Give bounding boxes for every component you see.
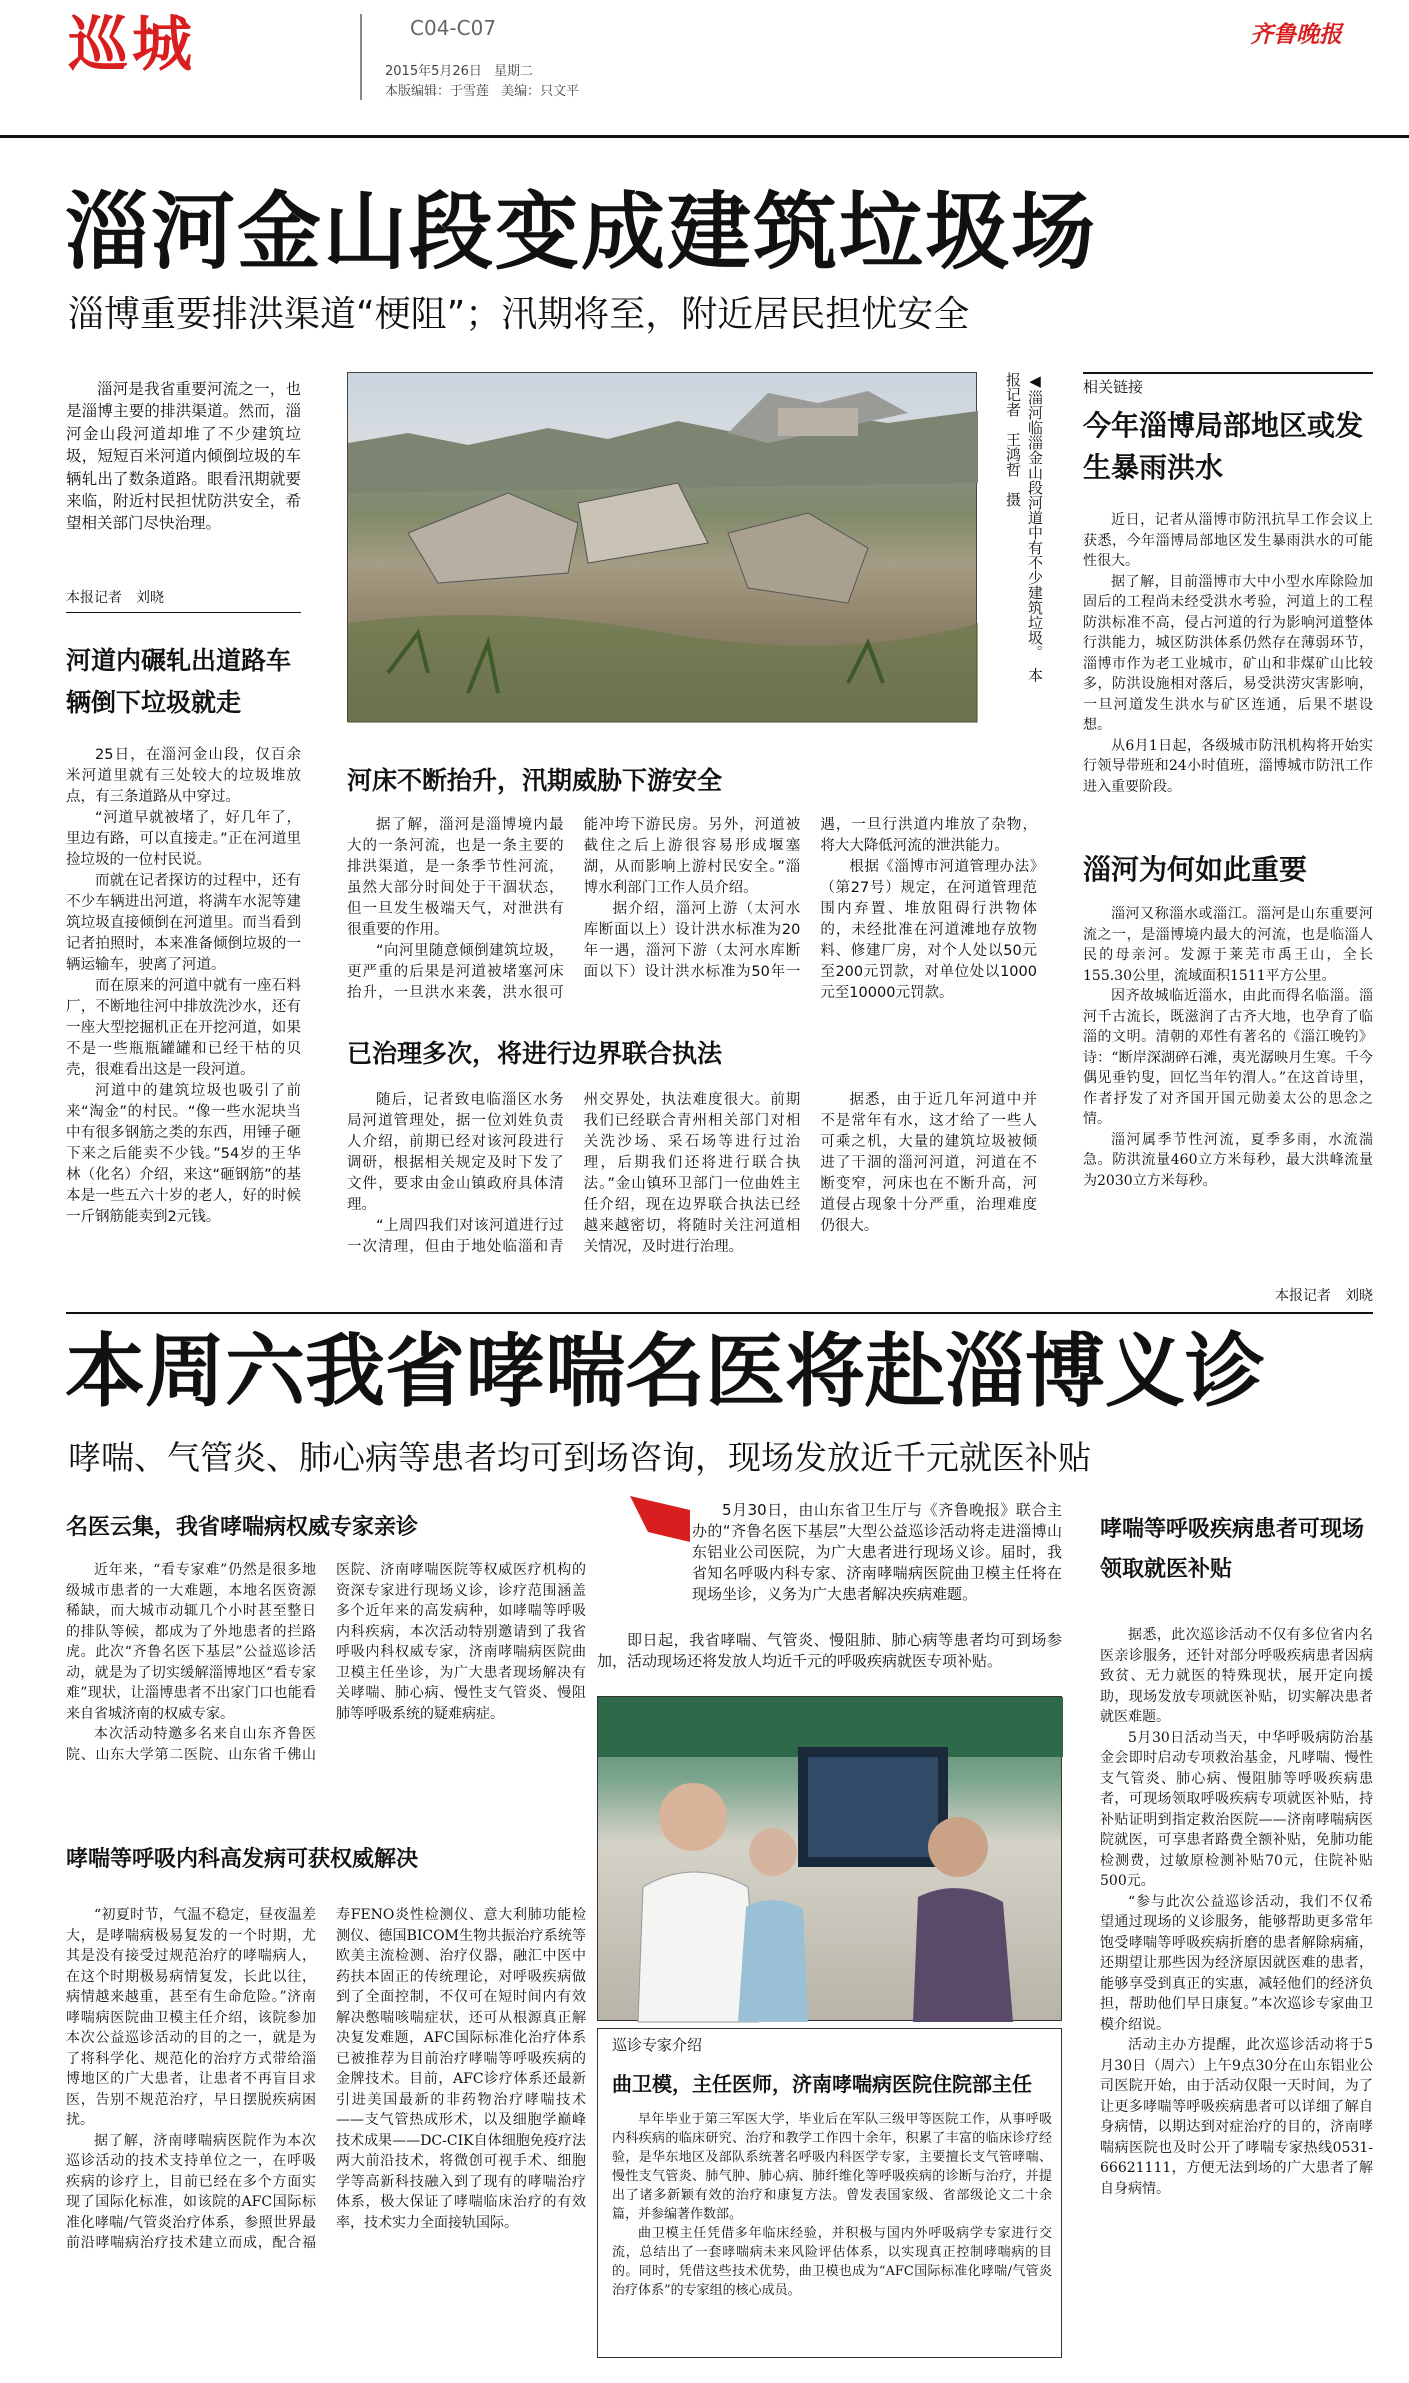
issue-date: 2015年5月26日 bbox=[385, 64, 482, 79]
expert-body: 早年毕业于第三军医大学，毕业后在军队三级甲等医院工作，从事呼吸内科疾病的临床研究、治疗和教学工作四十余年，积累了丰富的临床诊疗经验，是华东地区及部队系统著名呼吸内科医学专家，主要擅长支气管哮喘、慢性支气管炎、肺气肿、肺心病、肺纤维化等呼吸疾病的诊断与治疗，并提出了诸多新颖有效的治疗和康复方法。曾发表国家级、省部级论文二十余篇，并参编著作数部。 曲卫模主任凭借多年临床经验，并积极与国内外呼吸病学专家进行交流，总结出了一套哮喘病未来风险评估体系，以实现真正控制哮喘病的目的。同时，凭借这些技术优势，曲卫模也成为“AFC国际标准化哮喘/气管炎治疗体系”的专家组的核心成员。 bbox=[612, 2112, 1052, 2298]
expert-label: 巡诊专家介绍 bbox=[612, 2036, 703, 2054]
clinic-photo bbox=[597, 1696, 1062, 2021]
issue-weekday: 星期二 bbox=[494, 64, 534, 79]
story2-headline: 本周六我省哮喘名医将赴淄博义诊 bbox=[65, 1325, 1265, 1418]
story1-section2-title: 河床不断抬升，汛期威胁下游安全 bbox=[347, 766, 723, 795]
designer-credit: 美编：只文平 bbox=[501, 84, 580, 99]
story1-section1-body: 25日，在淄河金山段，仅百余米河道里就有三处较大的垃圾堆放点，有三条道路从中穿过。 “河道早就被堵了，好几年了，里边有路，可以直接走。”正在河道里捡垃圾的一位村民说。 而就在记者探访的过程中，还有不少车辆进出河道，将满车水泥等建筑垃圾直接倾倒在河道里。而当看到记者拍照时，本来准备倾倒垃圾的一辆运输车，驶离了河道。 而在原来的河道中就有一座石料厂，不断地往河中排放洗沙水，还有一座大型挖掘机正在开挖河道，如果不是一些瓶瓶罐罐和已经干枯的贝壳，很难看出这是一段河道。 河道中的建筑垃圾也吸引了前来“淘金”的村民。“像一些水泥块当中有很多钢筋之类的东西，用锤子砸下来之后能卖不少钱。”54岁的王华林（化名）介绍，来这“砸钢筋”的基本是一些五六十岁的老人，好的时候一斤钢筋能卖到2元钱。 bbox=[66, 747, 301, 1225]
sidebar1-body: 近日，记者从淄博市防汛抗旱工作会议上获悉，今年淄博局部地区发生暴雨洪水的可能性很大。 据了解，目前淄博市大中小型水库除险加固后的工程尚未经受洪水考验，河道上的工程防洪标准不高，侵占河道的行为影响河道整体行洪能力，城区防洪体系仍然存在薄弱环节，淄博市作为老工业城市，矿山和非煤矿山比较多，防洪设施相对落后，易受洪涝灾害影响，一旦河道发生洪水与矿区连通，后果不堪设想。 从6月1日起，各级城市防汛机构将开始实行领导带班和24小时值班，淄博城市防汛工作进入重要阶段。 bbox=[1083, 512, 1373, 795]
story1-section3-title: 已治理多次，将进行边界联合执法 bbox=[347, 1039, 723, 1068]
expert-title: 曲卫模，主任医师，济南哮喘病医院住院部主任 bbox=[612, 2072, 1032, 2096]
story1-section2-body: 据了解，淄河是淄博境内最大的一条河流，也是一条主要的排洪渠道，是一条季节性河流，虽然大部分时间处于干涸状态，但一旦发生极端天气，对泄洪有很重要的作用。 “向河里随意倾倒建筑垃圾，更严重的后果是河道被堵塞河床抬升，一旦洪水来袭，洪水很可能冲垮下游民房。另外，河道被截住之后上游很容易形成堰塞湖，从而影响上游村民安全。”淄博水利部门工作人员介绍。 据介绍，淄河上游（太河水库断面以上）设计洪水标准为20年一遇，淄河下游（太河水库断面以下）设计洪水标准为50年一遇，一旦行洪道内堆放了杂物，将大大降低河流的泄洪能力。 根据《淄博市河道管理办法》（第27号）规定，在河道管理范围内弃置、堆放阻碍行洪物体的，未经批准在河道滩地存放物料、修建厂房，对个人处以50元至200元罚款，对单位处以1000元至10000元罚款。 bbox=[347, 817, 1037, 1001]
photo-illustration bbox=[598, 1697, 1063, 2022]
section-title: 巡城 bbox=[68, 10, 196, 80]
editor-credit: 本版编辑：于雪莲 bbox=[385, 84, 490, 99]
sidebar2-title: 淄河为何如此重要 bbox=[1083, 853, 1308, 886]
newspaper-logo: 齐鲁晚报 bbox=[1250, 21, 1342, 48]
sidebar1-title: 今年淄博局部地区或发生暴雨洪水 bbox=[1083, 409, 1364, 484]
story2-sectionB-body: “初夏时节，气温不稳定，昼夜温差大，是哮喘病极易复发的一个时期，尤其是没有接受过规范治疗的哮喘病人，在这个时期极易病情复发，长此以往，病情越来越重，甚至有生命危险。”济南哮喘病医院曲卫模主任介绍，该院参加本次公益巡诊活动的目的之一，就是为了将科学化、规范化的治疗方式带给淄博地区的广大患者，让患者不再盲目求医，告别不规范治疗，早日摆脱疾病困扰。 据了解，济南哮喘病医院作为本次巡诊活动的技术支持单位之一，在呼吸疾病的诊疗上，目前已经在多个方面实现了国际化标准，如该院的AFC国际标准化哮喘/气管炎治疗体系，参照世界最前沿哮喘病治疗技术建立而成，配合福寿FENO炎性检测仪、意大利肺功能检测仪、德国BICOM生物共振治疗系统等欧美主流检测、治疗仪器，融汇中医中药扶本固正的传统理论，对呼吸疾病做到了全面控制，不仅可在短时间内有效解决憋喘咳喘症状，还可从根源真正解决复发难题，AFC国际标准化治疗体系已被推荐为目前治疗哮喘等呼吸疾病的金牌技术。目前，AFC诊疗体系还最新引进美国最新的非药物治疗哮喘技术——支气管热成形术，以及细胞学巅峰技术成果——DC-CIK自体细胞免疫疗法两大前沿技术，将微创可视手术、细胞学等高新科技融入到了现有的哮喘治疗体系，极大保证了哮喘临床治疗的有效率，技术实力全面接轨国际。 bbox=[66, 1907, 586, 2251]
riverbed-photo bbox=[347, 372, 977, 722]
story1-headline: 淄河金山段变成建筑垃圾场 bbox=[65, 183, 1098, 281]
story1-section1-title: 河道内碾轧出道路车辆倒下垃圾就走 bbox=[66, 646, 292, 717]
related-label: 相关链接 bbox=[1083, 378, 1144, 396]
story2-sectionD-title: 哮喘等呼吸疾病患者可现场领取就医补贴 bbox=[1100, 1517, 1365, 1582]
story2-sectionB-title: 哮喘等呼吸内科高发病可获权威解决 bbox=[66, 1847, 419, 1872]
story2-sectionA-body: 近年来，“看专家难”仍然是很多地级城市患者的一大难题，本地名医资源稀缺，而大城市动辄几个小时甚至整日的排队等候，都成为了外地患者的拦路虎。此次“齐鲁名医下基层”公益巡诊活动，就是为了切实缓解淄博地区“看专家难”现状，让淄博患者不出家门口也能看来自省城济南的权威专家。 本次活动特邀多名来自山东齐鲁医院、山东大学第二医院、山东省千佛山医院、济南哮喘医院等权威医疗机构的资深专家进行现场义诊，诊疗范围涵盖多个近年来的高发病种，如哮喘等呼吸内科疾病，本次活动特别邀请到了我省呼吸内科权威专家，济南哮喘病医院曲卫模主任坐诊，为广大患者现场解决有关哮喘、肺心病、慢性支气管炎、慢阻肺等呼吸系统的疑难病症。 bbox=[66, 1562, 586, 1763]
photo-illustration bbox=[348, 373, 978, 723]
story1-subhead: 淄博重要排洪渠道“梗阻”；汛期将至，附近居民担忧安全 bbox=[68, 294, 970, 335]
story1-byline: 本报记者 刘晓 bbox=[66, 590, 164, 606]
story1-lead: 淄河是我省重要河流之一，也是淄博主要的排洪渠道。然而，淄河金山段河道却堆了不少建筑垃圾，短短百米河道内倾倒垃圾的车辆轧出了数条道路。眼看汛期就要来临，附近村民担忧防洪安全，希望相关部门尽快治理。 bbox=[66, 380, 301, 533]
story2-sectionA-title: 名医云集，我省哮喘病权威专家亲诊 bbox=[66, 1515, 419, 1540]
sidebar2-byline: 本报记者 刘晓 bbox=[1275, 1288, 1373, 1304]
story2-sectionC-lead: 5月30日，由山东省卫生厅与《齐鲁晚报》联合主办的“齐鲁名医下基层”大型公益巡诊活动将走进淄博山东铝业公司医院，为广大患者进行现场义诊。届时，我省知名呼吸内科专家、济南哮喘病医院曲卫模主任将在现场坐诊，义务为广大患者解决疾病难题。 bbox=[692, 1501, 1062, 1603]
story2-sectionC-lead2: 即日起，我省哮喘、气管炎、慢阻肺、肺心病等患者均可到场参加，活动现场还将发放人均近千元的呼吸疾病就医专项补贴。 bbox=[597, 1631, 1062, 1670]
photo-caption: ◀淄河临淄金山段河道中有不少建筑垃圾。 本报记者 王鸿哲 摄 bbox=[1004, 372, 1044, 683]
story2-sectionD-body: 据悉，此次巡诊活动不仅有多位省内名医亲诊服务，还针对部分呼吸疾病患者因病致贫、无力就医的特殊现状，展开定向援助，现场发放专项就医补贴，切实解决患者就医难题。 5月30日活动当天，中华呼吸病防治基金会即时启动专项救治基金，凡哮喘、慢性支气管炎、肺心病、慢阻肺等呼吸疾病患者，可现场领取呼吸疾病专项就医补贴，持补贴证明到指定救治医院——济南哮喘病医院就医，可享患者路费全额补贴，免肺功能检测费，过敏原检测补贴70元，住院补贴500元。 “参与此次公益巡诊活动，我们不仅希望通过现场的义诊服务，能够帮助更多常年饱受哮喘等呼吸疾病折磨的患者解除病痛，还期望让那些因为经济原因就医难的患者，能够享受到真正的实惠，减轻他们的经济负担，帮助他们早日康复。”本次巡诊专家曲卫模介绍说。 活动主办方提醒，此次巡诊活动将于5月30日（周六）上午9点30分在山东铝业公司医院开始，由于活动仅限一天时间，为了让更多哮喘等呼吸疾病患者可以详细了解自身病情，以期达到对症治疗的目的，济南哮喘病医院也及时公开了哮喘专家热线0531-66621111，方便无法到场的广大患者了解自身病情。 bbox=[1100, 1627, 1373, 2197]
story2-subhead: 哮喘、气管炎、肺心病等患者均可到场咨询，现场发放近千元就医补贴 bbox=[68, 1438, 1091, 1477]
page-range: C04-C07 bbox=[410, 16, 497, 40]
sidebar2-body: 淄河又称淄水或淄江。淄河是山东重要河流之一，是淄博境内最大的河流，也是临淄人民的母亲河。发源于莱芜市禹王山，全长155.30公里，流域面积1511平方公里。 因齐故城临近淄水，由此而得名临淄。淄河千古流长，既滋润了古齐大地，也孕育了临淄的文明。清朝的邓性有著名的《淄江晚钓》诗：“断岸深湖碎石滩，夷光潺映月生寒。千今偶见垂钓叟，回忆当年钓渭人。”在这首诗里，作者抒发了对齐国开国元勋姜太公的思念之情。 淄河属季节性河流，夏季多雨，水流湍急。防洪流量460立方米每秒，最大洪峰流量为2030立方米每秒。 bbox=[1083, 906, 1373, 1189]
story1-section3-body: 随后，记者致电临淄区水务局河道管理处，据一位刘姓负责人介绍，前期已经对该河段进行调研，根据相关规定及时下发了文件，要求由金山镇政府具体清理。 “上周四我们对该河道进行过一次清理，但由于地处临淄和青州交界处，执法难度很大。前期我们已经联合青州相关部门对相关洗沙场、采石场等进行过治理，后期我们还将进行联合执法。”金山镇环卫部门一位曲姓主任介绍，现在边界联合执法已经越来越密切，将随时关注河道相关情况，及时进行治理。 据悉，由于近几年河道中并不是常年有水，这才给了一些人可乘之机，大量的建筑垃圾被倾进了干涸的淄河河道，河道在不断变窄，河床也在不断升高，河道侵占现象十分严重，治理难度仍很大。 bbox=[347, 1092, 1037, 1255]
